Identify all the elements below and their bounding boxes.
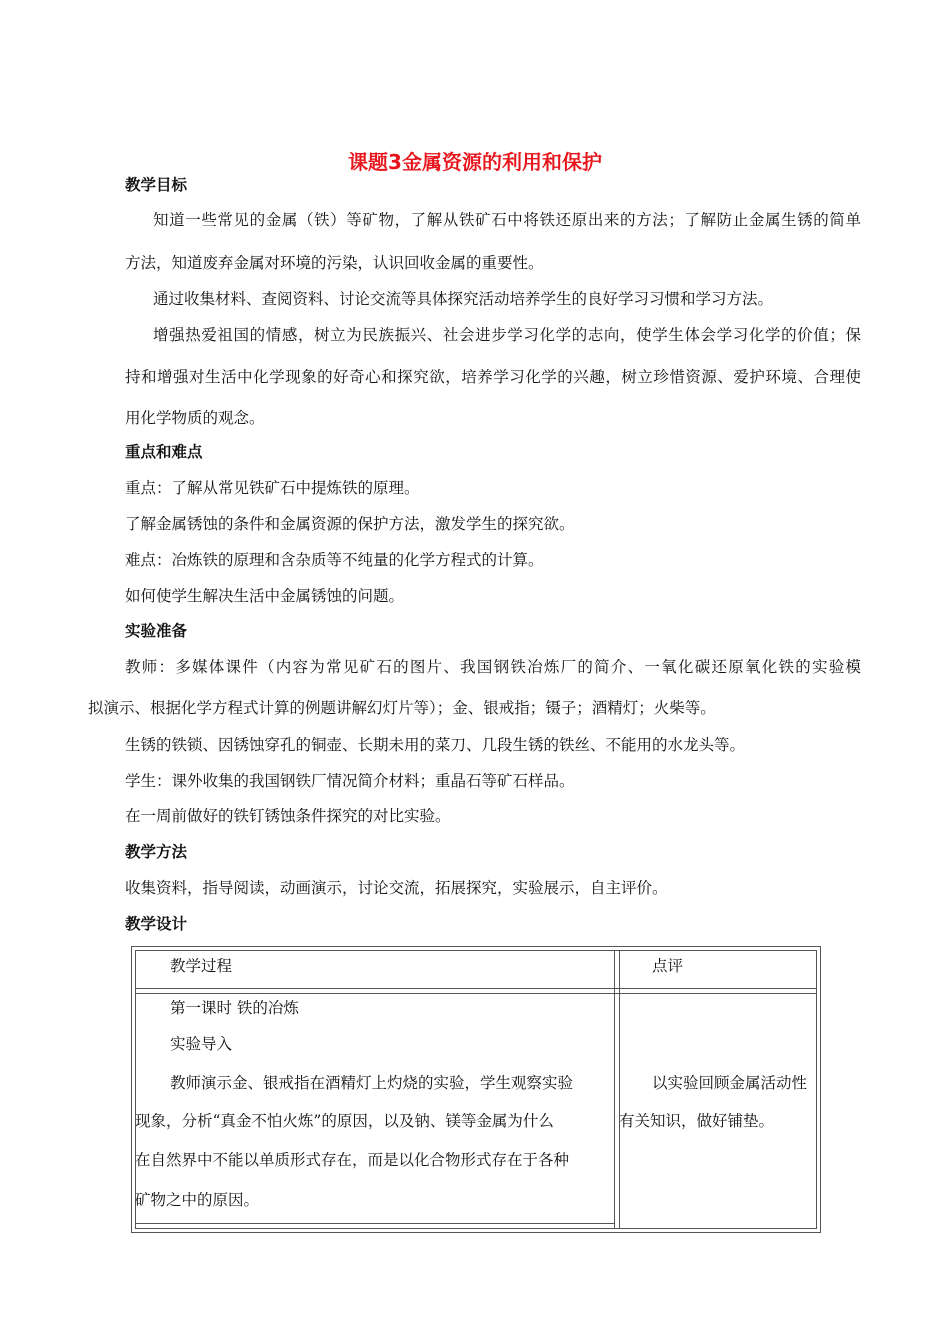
paragraph-line: 通过收集材料、查阅资料、讨论交流等具体探究活动培养学生的良好学习习惯和学习方法。 (153, 290, 774, 308)
paragraph-line: 重点：了解从常见铁矿石中提炼铁的原理。 (125, 479, 420, 497)
table-row-divider (135, 1223, 615, 1224)
paragraph-line: 学生：课外收集的我国钢铁厂情况简介材料；重晶石等矿石样品。 (125, 772, 575, 790)
section-heading-key-points: 重点和难点 (125, 443, 203, 461)
process-line: 矿物之中的原因。 (135, 1191, 260, 1209)
paragraph-line: 在一周前做好的铁钉锈蚀条件探究的对比实验。 (125, 807, 451, 825)
table-header-process: 教学过程 (170, 957, 233, 975)
process-line: 实验导入 (170, 1035, 233, 1053)
table-column-divider (619, 950, 620, 1229)
paragraph-line: 知道一些常见的金属（铁）等矿物，了解从铁矿石中将铁还原出来的方法；了解防止金属生锈的简单 (153, 211, 861, 229)
comment-line: 以实验回顾金属活动性 (652, 1074, 808, 1092)
paragraph-line: 拟演示、根据化学方程式计算的例题讲解幻灯片等）；金、银戒指；镊子；酒精灯；火柴等。 (88, 699, 716, 717)
table-row-divider (135, 993, 817, 994)
comment-line: 有关知识，做好铺垫。 (619, 1112, 775, 1130)
table-header-comment: 点评 (652, 957, 684, 975)
paragraph-line: 生锈的铁锁、因锈蚀穿孔的铜壶、长期未用的菜刀、几段生锈的铁丝、不能用的水龙头等。 (125, 736, 746, 754)
paragraph-line: 收集资料，指导阅读，动画演示，讨论交流，拓展探究，实验展示，自主评价。 (125, 879, 668, 897)
paragraph-line: 增强热爱祖国的情感，树立为民族振兴、社会进步学习化学的志向，使学生体会学习化学的价值；保 (153, 326, 861, 344)
paragraph-line: 如何使学生解决生活中金属锈蚀的问题。 (125, 587, 405, 605)
section-heading-preparation: 实验准备 (125, 622, 188, 640)
process-line: 现象，分析“真金不怕火炼”的原因，以及钠、镁等金属为什么 (135, 1112, 554, 1130)
table-row-divider (135, 988, 817, 989)
paragraph-line: 难点：冶炼铁的原理和含杂质等不纯量的化学方程式的计算。 (125, 551, 544, 569)
paragraph-line: 方法，知道废弃金属对环境的污染，认识回收金属的重要性。 (125, 254, 544, 272)
section-heading-design: 教学设计 (125, 915, 188, 933)
paragraph-line: 持和增强对生活中化学现象的好奇心和探究欲，培养学习化学的兴趣，树立珍惜资源、爱护环境、合理使 (125, 368, 861, 386)
paragraph-line: 用化学物质的观念。 (125, 409, 265, 427)
page-title: 课题3金属资源的利用和保护 (348, 150, 602, 174)
paragraph-line: 了解金属锈蚀的条件和金属资源的保护方法，激发学生的探究欲。 (125, 515, 575, 533)
process-line: 教师演示金、银戒指在酒精灯上灼烧的实验，学生观察实验 (170, 1074, 574, 1092)
table-column-divider (614, 950, 615, 1229)
section-heading-objectives: 教学目标 (125, 176, 188, 194)
paragraph-line: 教师：多媒体课件（内容为常见矿石的图片、我国钢铁冶炼厂的简介、一氧化碳还原氧化铁的实验模 (125, 658, 861, 676)
section-heading-methods: 教学方法 (125, 843, 188, 861)
process-line: 在自然界中不能以单质形式存在，而是以化合物形式存在于各种 (135, 1151, 570, 1169)
process-line: 第一课时 铁的冶炼 (170, 999, 299, 1017)
